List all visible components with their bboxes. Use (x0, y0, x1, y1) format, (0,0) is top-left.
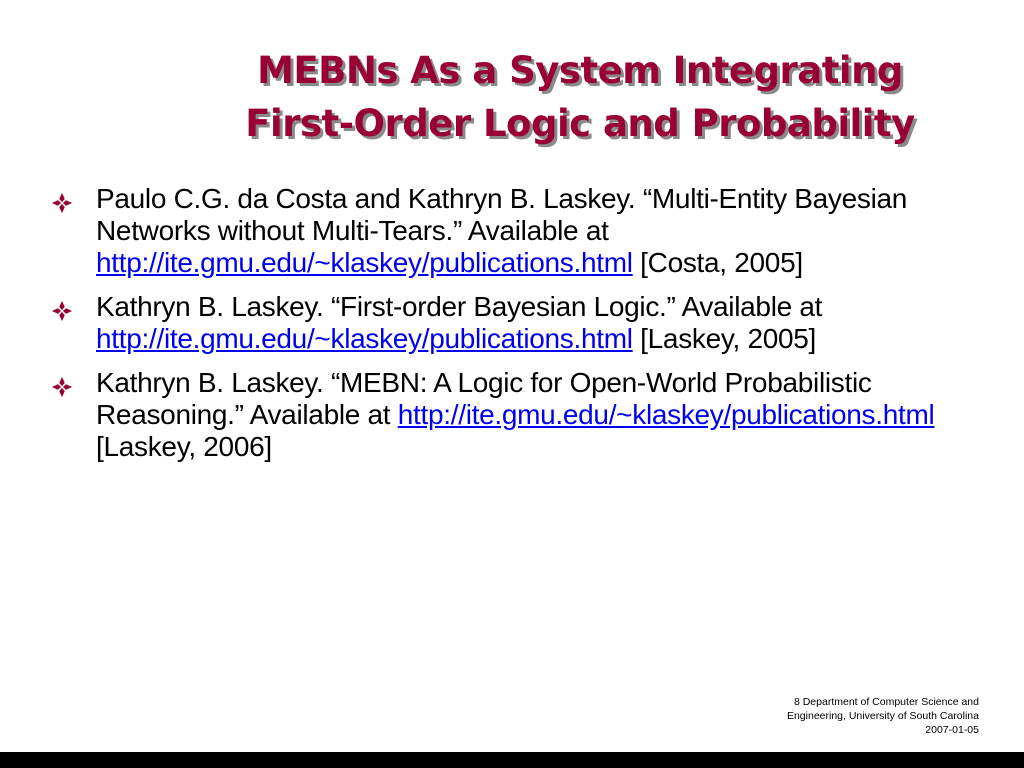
reference-text: Kathryn B. Laskey. “MEBN: A Logic for Open-World Probabilistic Reasoning.” Available at (96, 367, 872, 430)
diamond-four-petal-icon (51, 192, 73, 214)
reference-link[interactable]: http://ite.gmu.edu/~klaskey/publications.html (96, 323, 633, 354)
diamond-four-petal-icon (51, 300, 73, 322)
footer-date: 2007-01-05 (925, 724, 979, 736)
slide-title-line-1: MEBNs As a System Integrating (257, 49, 903, 92)
slide-title (150, 44, 1010, 150)
reference-text: Kathryn B. Laskey. “First-order Bayesian Logic.” Available at (96, 291, 823, 322)
footer-line-2: Engineering, University of South Carolina (786, 710, 979, 722)
reference-citation: [Laskey, 2006] (96, 431, 272, 462)
reference-item-laskey-2005 (48, 291, 948, 355)
reference-text: Paulo C.G. da Costa and Kathryn B. Laskey. “Multi-Entity Bayesian Networks without Multi-Tears.” Available at (96, 183, 908, 246)
reference-link[interactable]: http://ite.gmu.edu/~klaskey/publications.html (397, 399, 935, 430)
reference-list (48, 183, 948, 475)
reference-citation: [Laskey, 2005] (632, 323, 817, 354)
diamond-four-petal-icon (51, 376, 73, 398)
bottom-bar (0, 752, 1024, 768)
reference-item-laskey-2006 (48, 367, 948, 463)
reference-citation: [Costa, 2005] (632, 247, 803, 278)
footer-line-1: 8 Department of Computer Science and (793, 696, 979, 708)
reference-link[interactable]: http://ite.gmu.edu/~klaskey/publications.html (96, 247, 633, 278)
slide-title-line-2: First-Order Logic and Probability (245, 102, 915, 145)
slide-footer (679, 695, 979, 737)
reference-item-costa-2005 (48, 183, 948, 279)
